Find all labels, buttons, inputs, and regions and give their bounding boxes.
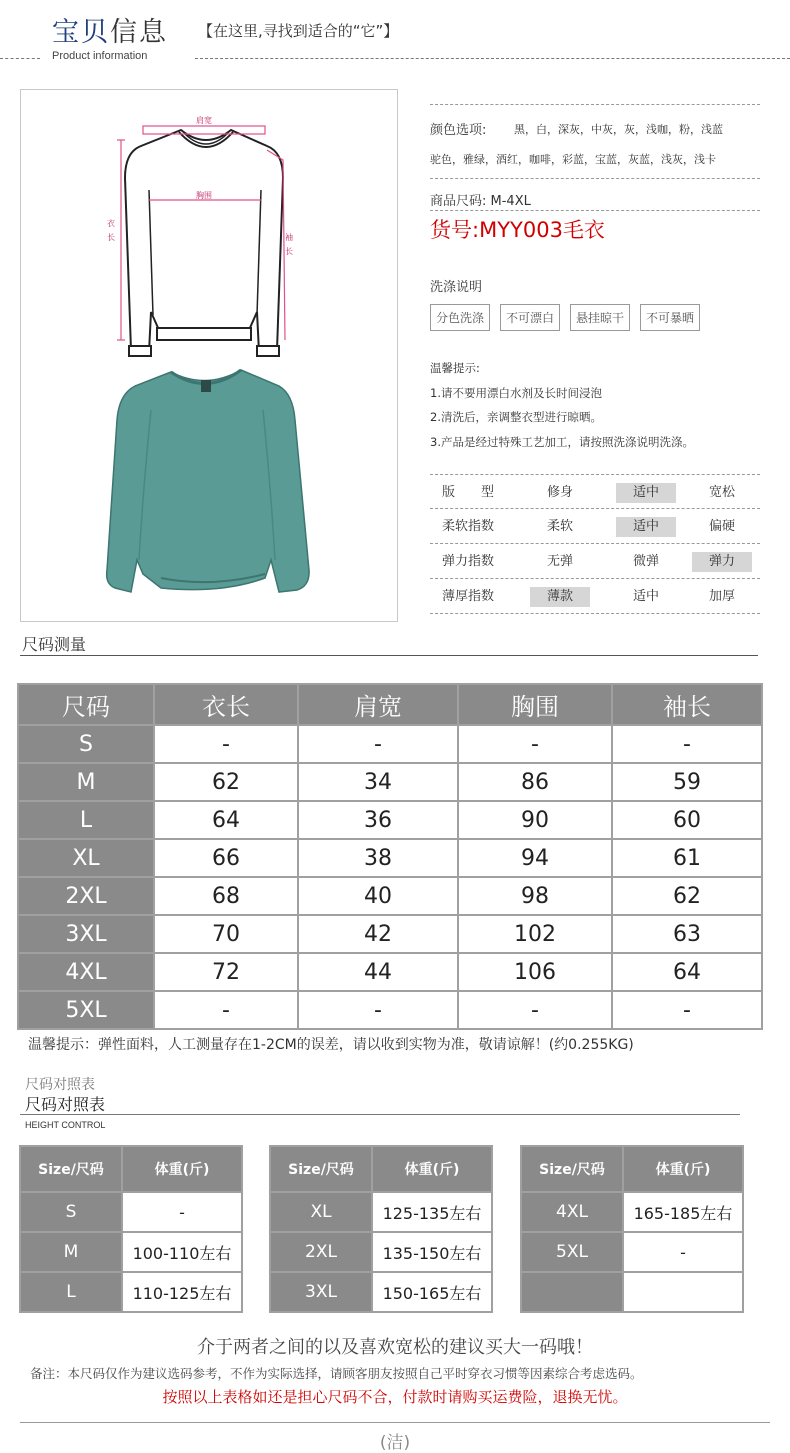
table-cell: 34: [298, 763, 458, 801]
table-header-row: [270, 1146, 492, 1192]
size-weight-table: [520, 1145, 744, 1313]
product-illustration: [21, 90, 399, 623]
fit-option: 微弹: [632, 554, 659, 569]
size-weight-table: [269, 1145, 493, 1313]
column-header: 袖长: [612, 684, 762, 725]
table-row: [18, 801, 762, 839]
column-header: 肩宽: [298, 684, 458, 725]
color-options-list: 驼色，雅绿，酒红，咖啡，彩蓝，宝蓝，灰蓝，浅灰，浅卡: [430, 153, 716, 166]
divider: [430, 210, 760, 211]
table-cell: 68: [154, 877, 298, 915]
size-label-cell: XL: [270, 1192, 372, 1232]
fit-option-selected: 适中: [616, 517, 676, 537]
shoulder-label: 肩宽: [196, 116, 212, 125]
table-cell: 64: [154, 801, 298, 839]
fit-option-selected: 薄款: [530, 587, 590, 607]
sleeve-label: 长: [285, 247, 293, 256]
size-label-cell: XL: [18, 839, 154, 877]
table-cell: 44: [298, 953, 458, 991]
size-label-cell: 5XL: [521, 1232, 623, 1272]
care-tip: 温馨提示:: [430, 361, 480, 375]
table-cell: 40: [298, 877, 458, 915]
column-header: 胸围: [458, 684, 612, 725]
weight-cell: 165-185左右: [623, 1192, 743, 1232]
table-cell: -: [154, 725, 298, 763]
table-row: [521, 1272, 743, 1312]
table-cell: 94: [458, 839, 612, 877]
fit-option: 无弹: [546, 554, 573, 569]
fit-index-label: 弹力指数: [442, 554, 495, 569]
wash-instructions-title: 洗涤说明: [430, 280, 483, 295]
item-number: 货号:MYY003毛衣: [430, 218, 605, 242]
table-cell: 98: [458, 877, 612, 915]
table-cell: -: [458, 725, 612, 763]
table-row: [18, 953, 762, 991]
table-row: [270, 1192, 492, 1232]
section-title: 宝贝信息: [52, 17, 168, 48]
size-label-cell: M: [20, 1232, 122, 1272]
height-control-title: 尺码对照表: [25, 1095, 106, 1114]
shoulder-measure-line: [143, 126, 265, 134]
wash-tag: 分色洗涤: [430, 304, 490, 331]
care-tip: 1.请不要用漂白水剂及长时间浸泡: [430, 385, 602, 400]
care-tips: [430, 356, 694, 454]
table-cell: -: [612, 991, 762, 1029]
column-header: Size/尺码: [521, 1146, 623, 1192]
color-options-list: 黑，白，深灰，中灰，灰，浅咖，粉，浅蓝: [514, 123, 723, 136]
column-header: 尺码: [18, 684, 154, 725]
weight-cell: 110-125左右: [122, 1272, 242, 1312]
sweater-photo: [107, 370, 309, 592]
size-label-cell: 5XL: [18, 991, 154, 1029]
color-options-label: 颜色选项:: [430, 123, 487, 138]
product-image-box: [20, 89, 398, 622]
fit-index-label: 版 型: [442, 485, 495, 500]
column-header: Size/尺码: [20, 1146, 122, 1192]
weight-cell: 150-165左右: [372, 1272, 492, 1312]
table-row: [18, 915, 762, 953]
table-cell: 66: [154, 839, 298, 877]
table-row: [18, 877, 762, 915]
sleeve-label: 袖: [285, 233, 293, 242]
table-cell: -: [298, 991, 458, 1029]
size-diagram: [107, 115, 293, 356]
table-cell: -: [154, 991, 298, 1029]
column-header: 体重(斤): [372, 1146, 492, 1192]
size-label-cell: 4XL: [18, 953, 154, 991]
table-header-row: [521, 1146, 743, 1192]
weight-cell: 135-150左右: [372, 1232, 492, 1272]
table-row: [270, 1272, 492, 1312]
size-measurement-table: [17, 683, 763, 1030]
section-title-ghost: 尺码对照表: [25, 1077, 95, 1093]
wash-instructions: [430, 304, 700, 331]
wash-tag: 不可漂白: [500, 304, 560, 331]
column-header: 体重(斤): [122, 1146, 242, 1192]
size-range: 商品尺码: M-4XL: [430, 194, 531, 209]
size-label-cell: [521, 1272, 623, 1312]
weight-cell: 100-110左右: [122, 1232, 242, 1272]
table-cell: -: [298, 725, 458, 763]
fit-index-row: [430, 509, 760, 544]
divider: [20, 1114, 740, 1115]
size-label-cell: 2XL: [270, 1232, 372, 1272]
divider: [195, 58, 790, 59]
size-advice: 介于两者之间的以及喜欢宽松的建议买大一码哦！: [197, 1337, 593, 1358]
table-row: [18, 839, 762, 877]
table-row: [18, 763, 762, 801]
size-label-cell: 3XL: [18, 915, 154, 953]
table-cell: 102: [458, 915, 612, 953]
fit-option: 宽松: [708, 485, 735, 500]
column-header: Size/尺码: [270, 1146, 372, 1192]
fit-option: 修身: [546, 485, 573, 500]
table-cell: 90: [458, 801, 612, 839]
table-cell: -: [458, 991, 612, 1029]
table-cell: 62: [612, 877, 762, 915]
table-row: [20, 1232, 242, 1272]
table-row: [521, 1192, 743, 1232]
size-label-cell: L: [18, 801, 154, 839]
size-weight-table: [19, 1145, 243, 1313]
fit-option: 偏硬: [708, 519, 735, 534]
size-disclaimer: 备注：本尺码仅作为建议选码参考，不作为实际选择，请顾客朋友按照自己平时穿衣习惯等因素综合考虑选码。: [30, 1366, 643, 1381]
table-row: [18, 991, 762, 1029]
divider: [0, 58, 40, 59]
size-label-cell: S: [20, 1192, 122, 1232]
divider: [20, 1422, 770, 1423]
column-header: 体重(斤): [623, 1146, 743, 1192]
table-cell: 63: [612, 915, 762, 953]
height-control-title-en: HEIGHT CONTROL: [25, 1120, 106, 1130]
fit-index-label: 柔软指数: [442, 519, 495, 534]
size-label-cell: 2XL: [18, 877, 154, 915]
table-cell: 38: [298, 839, 458, 877]
table-row: [270, 1232, 492, 1272]
size-label-cell: M: [18, 763, 154, 801]
size-label-cell: 3XL: [270, 1272, 372, 1312]
length-label: 长: [107, 233, 115, 242]
care-tip: 3.产品是经过特殊工艺加工，请按照洗涤说明洗涤。: [430, 434, 694, 449]
fit-option: 适中: [632, 589, 659, 604]
table-cell: 59: [612, 763, 762, 801]
table-cell: 61: [612, 839, 762, 877]
table-cell: 60: [612, 801, 762, 839]
table-cell: -: [612, 725, 762, 763]
column-header: 衣长: [154, 684, 298, 725]
wash-tag: 不可暴晒: [640, 304, 700, 331]
care-tip: 2.清洗后，亲调整衣型进行晾晒。: [430, 410, 602, 424]
table-cell: 72: [154, 953, 298, 991]
measure-section-title: 尺码测量: [22, 635, 87, 654]
weight-cell: [623, 1272, 743, 1312]
chest-label: 胸围: [196, 191, 212, 200]
fit-option: 加厚: [708, 589, 735, 604]
length-label: 衣: [107, 219, 115, 228]
measurement-note: 温馨提示：弹性面料，人工测量存在1-2CM的误差，请以收到实物为准，敬请谅解！(约0.255KG): [28, 1037, 634, 1053]
fit-index-row: [430, 579, 760, 614]
table-cell: 64: [612, 953, 762, 991]
table-row: [18, 725, 762, 763]
section-title-en: Product information: [52, 50, 148, 62]
fit-index-row: [430, 544, 760, 579]
weight-cell: -: [122, 1192, 242, 1232]
table-row: [521, 1232, 743, 1272]
fit-index-table: [430, 474, 760, 614]
table-row: [20, 1192, 242, 1232]
fit-index-label: 薄厚指数: [442, 589, 495, 604]
table-header-row: [18, 684, 762, 725]
section-header: [0, 0, 790, 70]
table-cell: 42: [298, 915, 458, 953]
footer-mark: (洁): [379, 1433, 411, 1453]
section-subtitle: 【在这里,寻找到适合的“它”】: [198, 22, 399, 40]
fit-option: 柔软: [546, 519, 573, 534]
fit-option-selected: 适中: [616, 483, 676, 503]
weight-cell: -: [623, 1232, 743, 1272]
wash-tag: 悬挂晾干: [570, 304, 630, 331]
weight-cell: 125-135左右: [372, 1192, 492, 1232]
table-cell: 106: [458, 953, 612, 991]
size-label-cell: S: [18, 725, 154, 763]
size-label-cell: L: [20, 1272, 122, 1312]
shipping-insurance-note: 按照以上表格如还是担心尺码不合，付款时请购买运费险，退换无忧。: [162, 1388, 628, 1406]
table-row: [20, 1272, 242, 1312]
size-label-cell: 4XL: [521, 1192, 623, 1232]
divider: [430, 104, 760, 105]
table-cell: 62: [154, 763, 298, 801]
fit-option-selected: 弹力: [692, 552, 752, 572]
divider: [20, 655, 758, 656]
table-cell: 36: [298, 801, 458, 839]
divider: [430, 178, 760, 179]
fit-index-row: [430, 474, 760, 509]
table-header-row: [20, 1146, 242, 1192]
table-cell: 86: [458, 763, 612, 801]
table-cell: 70: [154, 915, 298, 953]
